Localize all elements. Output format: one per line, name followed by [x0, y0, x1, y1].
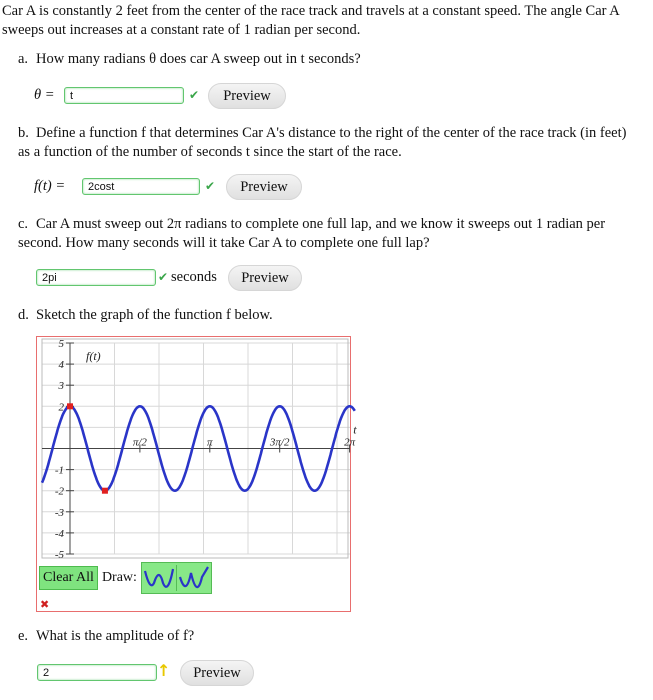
sine-draw-tool-icon[interactable]: [142, 565, 176, 591]
question-c-text: Car A must sweep out 2π radians to complete one full lap, and we know it sweeps out 1 radian per second. How many seconds will it take Car A to complete one full lap?: [18, 216, 606, 251]
y-tick-label: 5: [58, 338, 64, 350]
question-a: [18, 50, 361, 69]
answer-b-lhs: f(t) =: [34, 178, 66, 194]
correct-check-icon: ✔: [189, 88, 200, 102]
answer-a-lhs: θ =: [34, 87, 55, 103]
question-a-label: a.: [18, 51, 29, 67]
y-tick-label: -1: [54, 464, 64, 477]
question-a-text: How many radians θ does car A sweep out in t seconds?: [36, 51, 361, 67]
x-axis-label: t: [353, 422, 357, 437]
graph-tool-frame: [36, 336, 357, 612]
preview-button-e[interactable]: Preview: [180, 660, 254, 686]
answer-b-field[interactable]: 2cost: [82, 178, 200, 195]
graph-toolbar: [39, 563, 212, 593]
question-e-label: e.: [18, 628, 29, 644]
curve-control-point[interactable]: [102, 488, 108, 494]
answer-e-field[interactable]: 2: [37, 664, 157, 681]
answer-c-unit: seconds: [171, 269, 217, 285]
y-tick-label: 2: [58, 401, 64, 414]
x-tick-label: 3π/2: [269, 436, 290, 449]
x-tick-label: 2π: [344, 436, 356, 449]
question-d: [18, 306, 273, 325]
question-b-text: Define a function f that determines Car A's distance to the right of the center of the race track (in feet) as a function of the number of seconds t since the start of the race.: [18, 125, 627, 160]
graph-canvas[interactable]: [37, 337, 357, 561]
preview-button-b[interactable]: Preview: [226, 174, 302, 200]
question-d-text: Sketch the graph of the function f below.: [36, 307, 273, 323]
correct-check-icon: ✔: [158, 270, 169, 284]
question-e-text: What is the amplitude of f?: [36, 628, 195, 644]
question-b-label: b.: [18, 125, 29, 141]
incorrect-x-icon: ✖: [40, 598, 50, 611]
y-axis-label: f(t): [86, 348, 101, 363]
y-tick-label: -3: [54, 506, 64, 519]
draw-tools: [141, 562, 212, 594]
clear-all-button[interactable]: Clear All: [39, 566, 98, 590]
question-e: [18, 627, 194, 646]
y-tick-label: 3: [58, 380, 64, 393]
y-tick-label: -4: [54, 527, 64, 540]
answer-a-field[interactable]: t: [64, 87, 184, 104]
problem-intro: Car A is constantly 2 feet from the center of the race track and travels at a constant speed. The angle Car A sweeps out increases at a constant rate of 1 radian per second.: [2, 3, 619, 38]
wave-draw-tool-icon[interactable]: [176, 565, 211, 591]
correct-check-icon: ✔: [205, 179, 216, 193]
y-tick-label: 4: [58, 359, 64, 372]
pending-arrow-icon: ↑: [157, 661, 171, 680]
question-d-label: d.: [18, 307, 29, 323]
y-tick-label: -2: [54, 485, 64, 498]
question-b: [18, 124, 638, 162]
preview-button-c[interactable]: Preview: [228, 265, 302, 291]
draw-label: Draw:: [101, 570, 137, 585]
x-tick-label: π/2: [132, 436, 147, 449]
question-c: [18, 215, 638, 253]
preview-button-a[interactable]: Preview: [208, 83, 286, 109]
answer-c-field[interactable]: 2pi: [36, 269, 156, 286]
y-tick-label: -5: [54, 549, 64, 561]
curve-control-point[interactable]: [67, 403, 73, 409]
x-tick-label: π: [207, 436, 213, 449]
question-c-label: c.: [18, 216, 29, 232]
